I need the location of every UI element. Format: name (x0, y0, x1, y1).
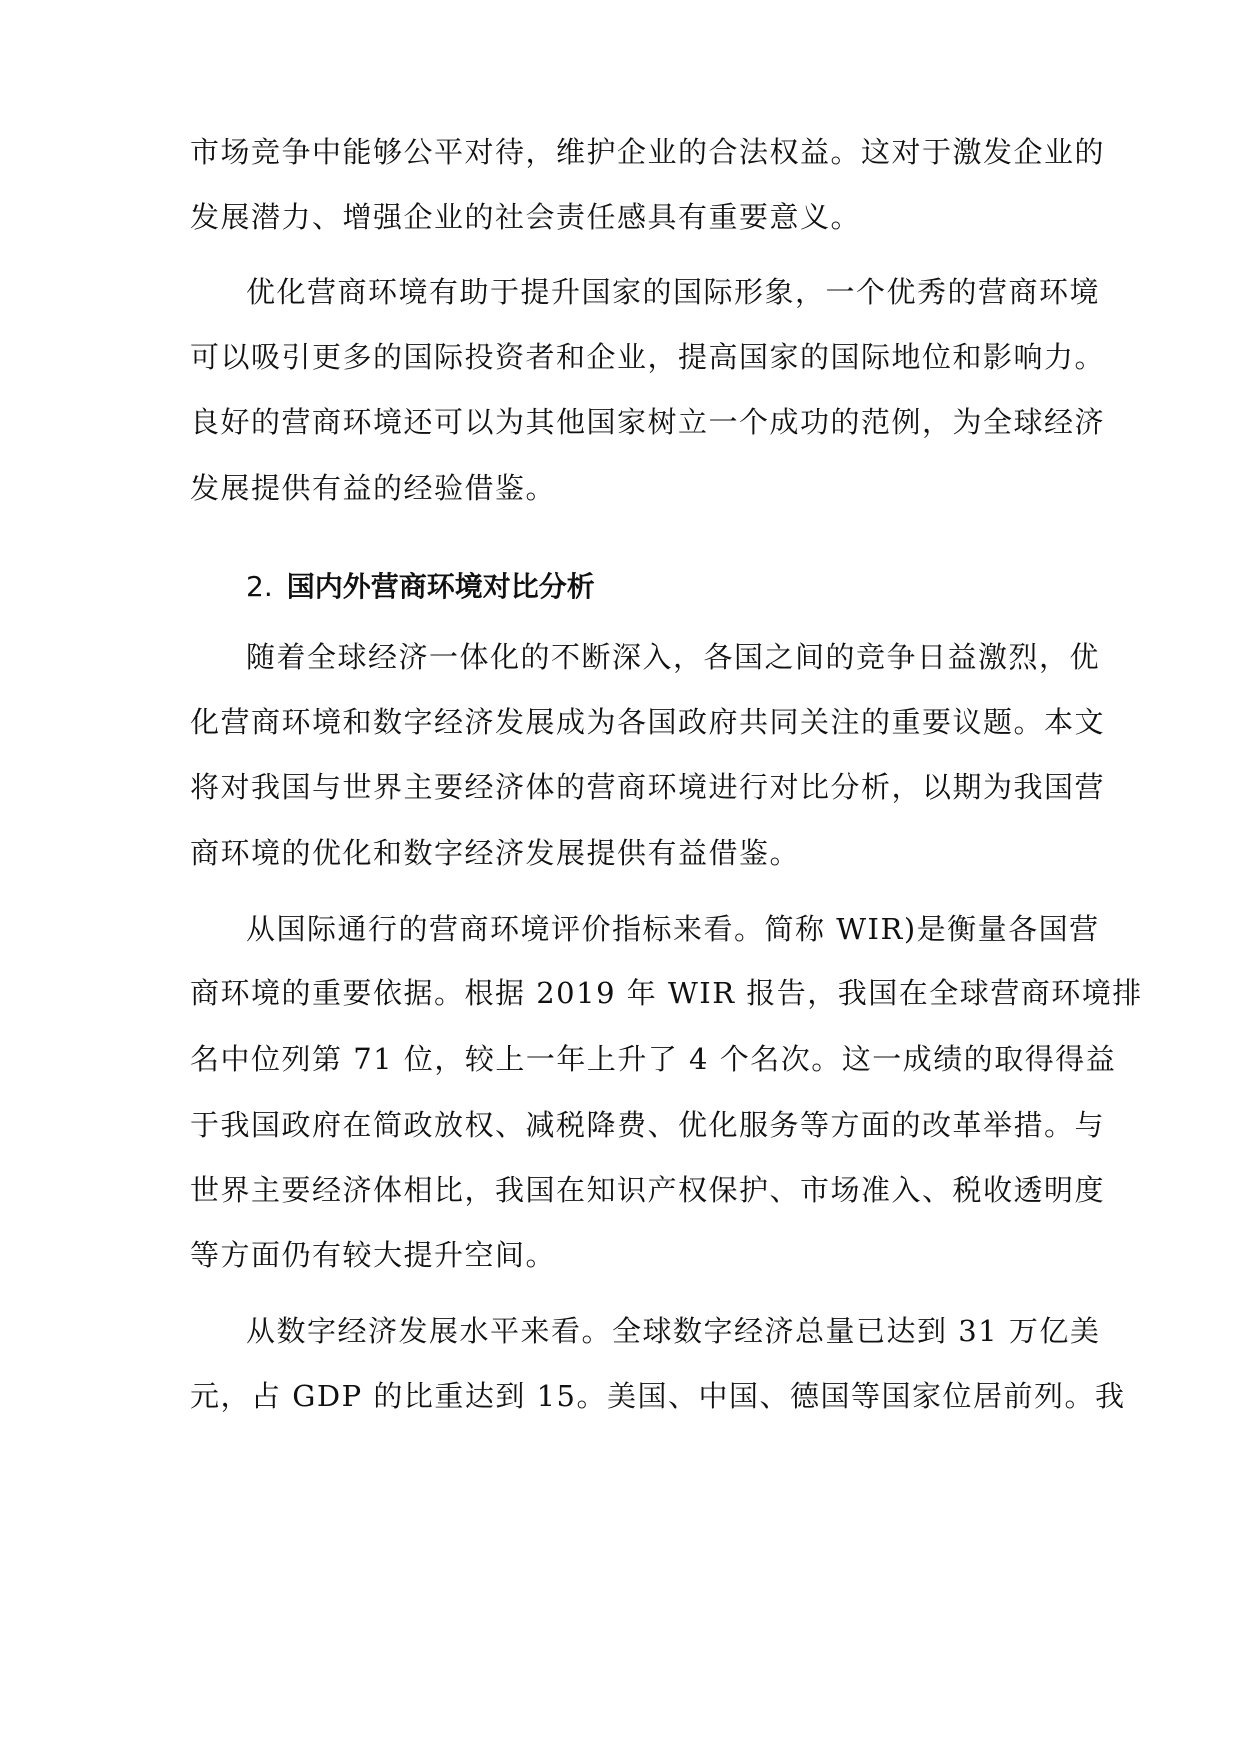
paragraph-2-line-3: 良好的营商环境还可以为其他国家树立一个成功的范例，为全球经济 (190, 405, 1106, 439)
paragraph-4-line-2: 商环境的重要依据。根据 2019 年 WIR 报告，我国在全球营商环境排 (190, 976, 1143, 1010)
paragraph-2-line-2: 可以吸引更多的国际投资者和企业，提高国家的国际地位和影响力。 (190, 340, 1106, 374)
paragraph-3-line-1: 随着全球经济一体化的不断深入，各国之间的竞争日益激烈，优 (246, 640, 1101, 674)
paragraph-4-line-4: 于我国政府在简政放权、减税降费、优化服务等方面的改革举措。与 (190, 1108, 1106, 1142)
paragraph-2-line-1: 优化营商环境有助于提升国家的国际形象，一个优秀的营商环境 (246, 275, 1101, 309)
paragraph-1-line-2: 发展潜力、增强企业的社会责任感具有重要意义。 (190, 200, 862, 234)
paragraph-3-line-3: 将对我国与世界主要经济体的营商环境进行对比分析，以期为我国营 (190, 770, 1106, 804)
paragraph-3-line-4: 商环境的优化和数字经济发展提供有益借鉴。 (190, 836, 801, 870)
paragraph-1-line-1: 市场竞争中能够公平对待，维护企业的合法权益。这对于激发企业的 (190, 135, 1106, 169)
paragraph-5-line-2: 元，占 GDP 的比重达到 15。美国、中国、德国等国家位居前列。我 (190, 1379, 1126, 1413)
paragraph-4-line-6: 等方面仍有较大提升空间。 (190, 1238, 557, 1272)
paragraph-5-line-1: 从数字经济发展水平来看。全球数字经济总量已达到 31 万亿美 (246, 1314, 1101, 1348)
paragraph-3-line-2: 化营商环境和数字经济发展成为各国政府共同关注的重要议题。本文 (190, 705, 1106, 739)
paragraph-2-line-4: 发展提供有益的经验借鉴。 (190, 471, 557, 505)
section-heading (246, 567, 595, 607)
paragraph-4-line-3: 名中位列第 71 位，较上一年上升了 4 个名次。这一成绩的取得得益 (190, 1042, 1117, 1076)
section-title: 国内外营商环境对比分析 (286, 570, 595, 603)
section-number: 2. (246, 570, 273, 603)
paragraph-4-line-1: 从国际通行的营商环境评价指标来看。简称 WIR)是衡量各国营 (246, 912, 1100, 946)
paragraph-4-line-5: 世界主要经济体相比，我国在知识产权保护、市场准入、税收透明度 (190, 1173, 1106, 1207)
